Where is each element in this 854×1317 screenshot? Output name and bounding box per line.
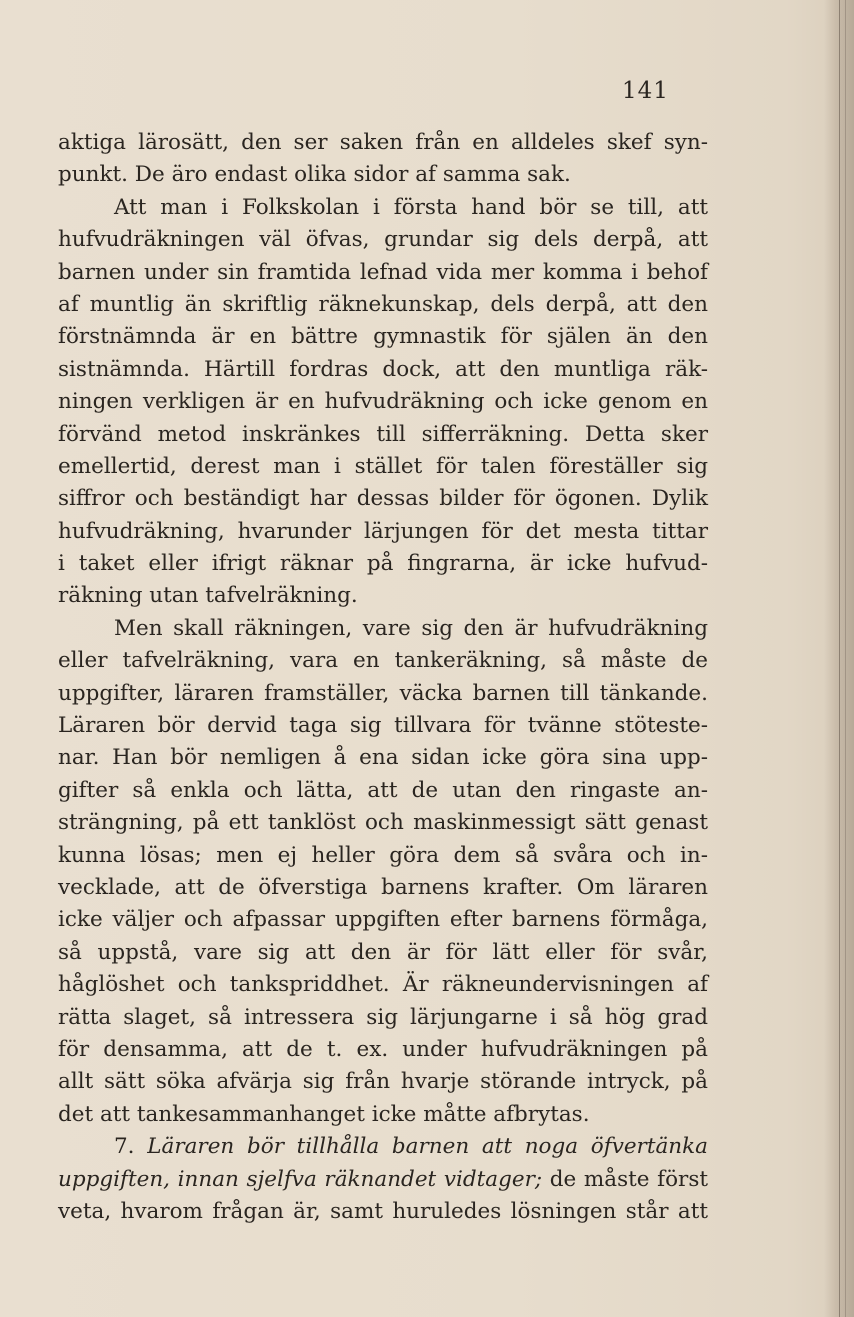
text-line: icke väljer och afpassar uppgiften efter barnens förmåga,	[58, 907, 708, 933]
text-line: nar. Han bör nemligen å ena sidan icke göra sina upp-	[58, 745, 708, 771]
text-line: kunna lösas; men ej heller göra dem så svåra och in-	[58, 842, 708, 868]
text-line: emellertid, derest man i stället för talen föreställer sig	[58, 453, 708, 479]
text-line: Att man i Folkskolan i första hand bör se till, att	[114, 194, 708, 220]
text-line: räkning utan tafvelräkning.	[58, 583, 358, 609]
page-edge-line	[839, 0, 840, 1317]
text-line: vecklade, att de öfverstiga barnens krafter. Om läraren	[58, 874, 708, 900]
text-line: hufvudräkningen väl öfvas, grundar sig dels derpå, att	[58, 227, 708, 253]
text-line: barnen under sin framtida lefnad vida mer komma i behof	[58, 259, 708, 285]
text-line: Läraren bör dervid taga sig tillvara för tvänne stöteste-	[58, 713, 708, 739]
text-line: håglöshet och tankspriddhet. Är räkneundervisningen af	[58, 972, 708, 998]
section-number: 7.	[114, 1134, 135, 1160]
page-number: 141	[622, 78, 669, 104]
text-line: ningen verkligen är en hufvudräkning och icke genom en	[58, 389, 708, 415]
text-line: aktiga lärosätt, den ser saken från en alldeles skef syn-	[58, 130, 708, 155]
section-italic-text: uppgiften, innan sjelfva räknandet vidtager;	[58, 1166, 543, 1192]
text-line: rätta slaget, så intressera sig lärjungarne i så hög grad	[58, 1004, 708, 1030]
text-line: sistnämnda. Härtill fordras dock, att den muntliga räk-	[58, 356, 708, 382]
text-line: i taket eller ifrigt räknar på fingrarna, är icke hufvud-	[58, 551, 708, 577]
text-line: hufvudräkning, hvarunder lärjungen för det mesta tittar	[58, 518, 708, 544]
text-line: gifter så enkla och lätta, att de utan den ringaste an-	[58, 777, 708, 803]
body-text	[58, 127, 708, 1228]
text-line: af muntlig än skriftlig räknekunskap, dels derpå, att den	[58, 291, 708, 317]
text-line: förstnämnda är en bättre gymnastik för själen än den	[58, 324, 708, 350]
text-line: strängning, på ett tanklöst och maskinmessigt sätt genast	[58, 810, 708, 836]
text-line: siffror och beständigt har dessas bilder för ögonen. Dylik	[58, 486, 708, 512]
text-line: det att tankesammanhanget icke måtte afbrytas.	[58, 1101, 590, 1127]
text-line	[58, 1164, 708, 1196]
text-line: eller tafvelräkning, vara en tankeräkning, så måste de	[58, 648, 708, 674]
text-line: förvänd metod inskränkes till sifferräkning. Detta sker	[58, 421, 708, 447]
section-text: de måste först	[542, 1166, 708, 1192]
section-7-heading-line	[58, 1131, 708, 1163]
text-line: allt sätt söka afvärja sig från hvarje störande intryck, på	[58, 1069, 708, 1095]
text-line: så uppstå, vare sig att den är för lätt eller för svår,	[58, 939, 708, 965]
text-line: punkt. De äro endast olika sidor af samma sak.	[58, 162, 571, 188]
text-line: uppgifter, läraren framställer, väcka barnen till tänkande.	[58, 680, 708, 706]
text-line: veta, hvarom frågan är, samt huruledes lösningen står att	[58, 1198, 708, 1224]
section-italic-text: Läraren bör tillhålla barnen att noga öfvertänka	[147, 1134, 708, 1160]
page-edge-line	[845, 0, 846, 1317]
text-line: för densamma, att de t. ex. under hufvudräkningen på	[58, 1036, 708, 1062]
text-line: Men skall räkningen, vare sig den är hufvudräkning	[114, 615, 708, 641]
